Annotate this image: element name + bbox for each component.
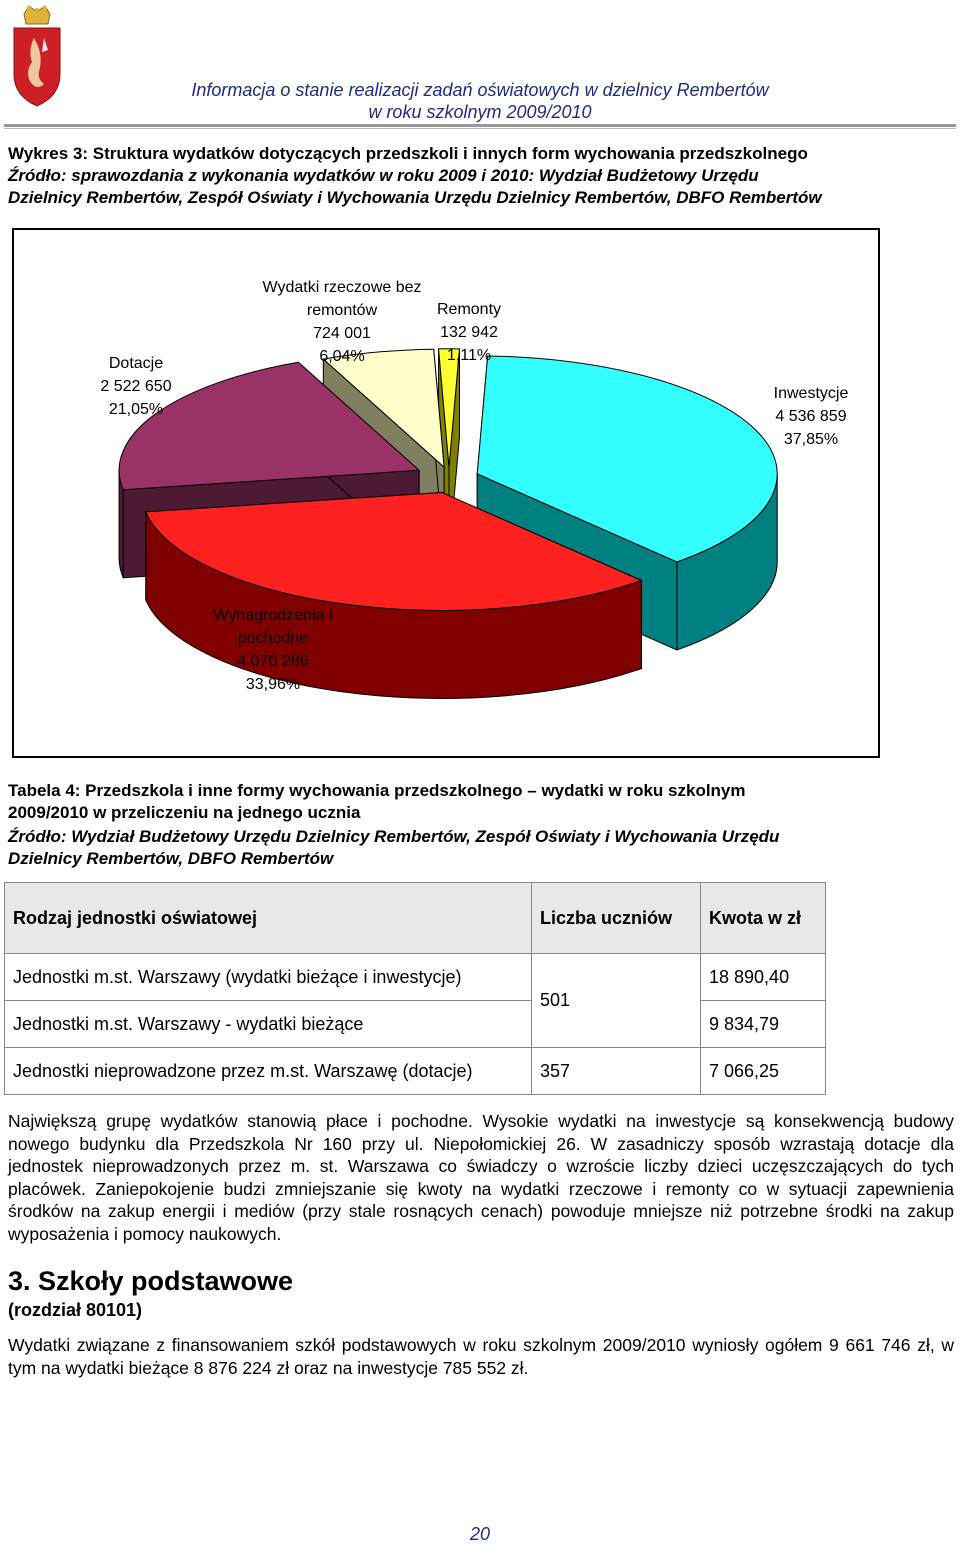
header-cell-amount: Kwota w zł	[701, 883, 826, 954]
table-cell-count: 357	[532, 1048, 701, 1095]
section-subheading: (rozdział 80101)	[8, 1300, 143, 1320]
table-caption-source: Źródło: Wydział Budżetowy Urzędu Dzielnicy Rembertów, Zespół Oświaty i Wychowania Urzędu	[8, 827, 780, 846]
header-subtitle: w roku szkolnym 2009/2010	[368, 102, 592, 122]
table-header-row	[5, 883, 826, 954]
pie-slice-label: Wynagrodzenia i pochodne 4 070 286 33,96%	[213, 607, 333, 693]
table-cell-count: 501	[532, 954, 701, 1048]
pie-chart	[12, 228, 880, 758]
table-caption-source-cont: Dzielnicy Rembertów, DBFO Rembertów	[8, 849, 334, 868]
cost-per-pupil-table	[4, 882, 826, 1095]
pie-slice-label: Wydatki rzeczowe bez remontów 724 001 6,04%	[262, 279, 422, 365]
section-heading: 3. Szkoły podstawowe	[8, 1266, 294, 1296]
table-cell-amount: 18 890,40	[701, 954, 826, 1001]
chart-caption-title: Wykres 3: Struktura wydatków dotyczących przedszkoli i innych form wychowania przedszkolnego	[8, 144, 808, 163]
chart-caption-source: Źródło: sprawozdania z wykonania wydatków w roku 2009 i 2010: Wydział Budżetowy Urzędu	[8, 166, 759, 185]
body-paragraph-2: Wydatki związane z finansowaniem szkół podstawowych w roku szkolnym 2009/2010 wyniosły ogółem 9 661 746 zł, w tym na wydatki bieżące 8 876 224 zł oraz na inwestycje 785 552 zł.	[8, 1335, 954, 1378]
table-cell-amount: 9 834,79	[701, 1001, 826, 1048]
pie-slice-label: Inwestycje 4 536 859 37,85%	[773, 385, 849, 448]
pie-slice-label: Remonty 132 942 1,11%	[436, 301, 502, 364]
table-cell-name: Jednostki m.st. Warszawy - wydatki bieżące	[5, 1001, 532, 1048]
header-rule-thin	[4, 128, 956, 129]
table-caption-title: Tabela 4: Przedszkola i inne formy wychowania przedszkolnego – wydatki w roku szkolnym	[8, 781, 746, 800]
page-number: 20	[469, 1524, 491, 1544]
table-cell-amount: 7 066,25	[701, 1048, 826, 1095]
table-row	[5, 1048, 826, 1095]
table-cell-name: Jednostki nieprowadzone przez m.st. Warszawę (dotacje)	[5, 1048, 532, 1095]
header-cell-unit-type: Rodzaj jednostki oświatowej	[5, 883, 532, 954]
table-row	[5, 954, 826, 1001]
table-caption-title-cont: 2009/2010 w przeliczeniu na jednego ucznia	[8, 803, 361, 822]
pie-chart-svg	[14, 230, 878, 756]
table-cell-name: Jednostki m.st. Warszawy (wydatki bieżące i inwestycje)	[5, 954, 532, 1001]
body-paragraph: Największą grupę wydatków stanowią płace i pochodne. Wysokie wydatki na inwestycje są konsekwencją budowy nowego budynku dla Przedszkola Nr 160 przy ul. Niepołomickiej 26. W zasadniczy sposób wzrastają dotacje dla jednostek nieprowadzonych przez m. st. Warszawa co świadczy o wzroście liczby dzieci uczęszczających do tych placówek. Zaniepokojenie budzi zmniejszanie się kwoty na wydatki rzeczowe i remonty co w sytuacji zapewnienia środków na zakup energii i mediów (przy stale rosnących cenach) powoduje mniejsze niż potrzebne środki na zakup wyposażenia i pomocy naukowych.	[8, 1111, 954, 1244]
pie-slice-label: Dotacje 2 522 650 21,05%	[100, 355, 172, 418]
header-title: Informacja o stanie realizacji zadań oświatowych w dzielnicy Rembertów	[191, 80, 769, 100]
chart-caption-source-cont: Dzielnicy Rembertów, Zespół Oświaty i Wychowania Urzędu Dzielnicy Rembertów, DBFO Rembertów	[8, 188, 822, 207]
table-row	[5, 1001, 826, 1048]
header-cell-pupil-count: Liczba uczniów	[532, 883, 701, 954]
header-rule	[4, 124, 956, 127]
